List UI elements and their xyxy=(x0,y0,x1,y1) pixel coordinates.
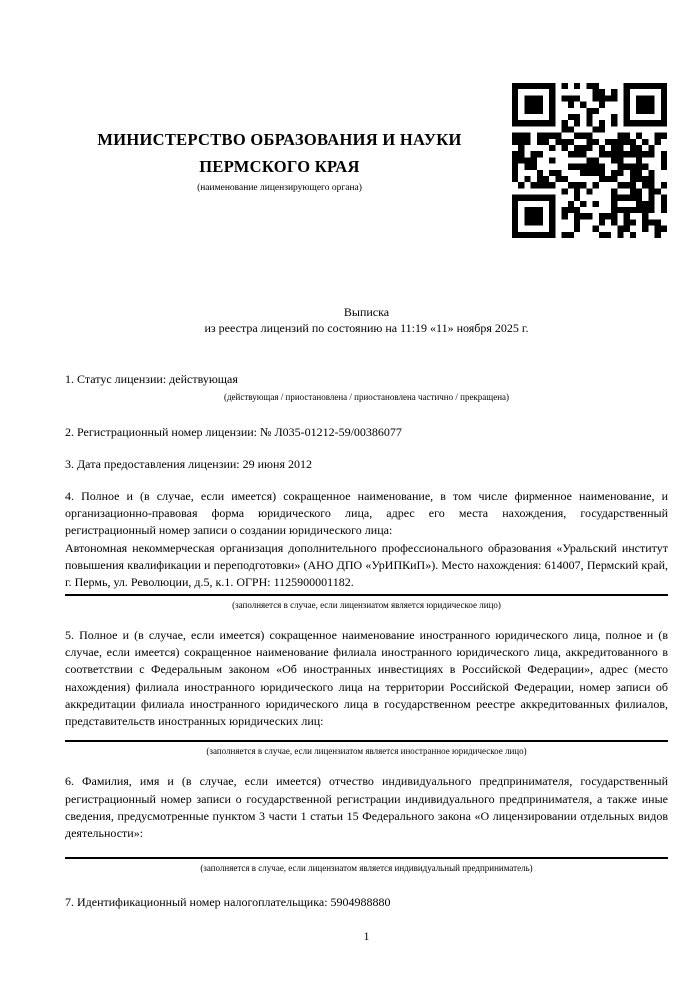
item-5-note: (заполняется в случае, если лицензиатом является иностранное юридическое лицо) xyxy=(206,746,527,757)
item-5-text: 5. Полное и (в случае, если имеется) сокращенное наименование иностранного юридического лица, полное и (в случае, если имеется) сокращенное наименование филиала иностранного юридического лица, аккредитованного в соответствии с Федеральным законом «Об иностранных инвестициях в Российской Федерации», адрес (место нахождения) филиала иностранного юридического лица на территории Российской Федерации, номер записи об аккредитации филиала иностранного юридического лица в государственном реестре аккредитованных филиалов, представительств иностранных юридических лиц: xyxy=(65,627,668,729)
item-4-value: Автономная некоммерческая организация дополнительного профессионального образования «Уральский институт повышения квалификации и переподготовки» (АНО ДПО «УрИПКиП»). Место нахождения: 614007, Пермский край, г. Пермь, ул. Революции, д.5, к.1. ОГРН: 1125900001182. xyxy=(65,540,668,590)
item-4-legal-entity xyxy=(65,488,668,611)
ministry-subtitle: (наименование лицензирующего органа) xyxy=(197,183,362,193)
ministry-name-line2: ПЕРМСКОГО КРАЯ xyxy=(199,157,360,176)
extract-title: Выписка xyxy=(343,305,390,319)
item-2-registration-number xyxy=(65,424,668,441)
fill-line xyxy=(65,857,668,859)
qr-code xyxy=(512,83,667,238)
item-1-text: 1. Статус лицензии: действующая xyxy=(65,372,238,386)
qr-code-image xyxy=(512,83,667,238)
item-5-foreign-entity xyxy=(65,627,668,758)
extract-subtitle: из реестра лицензий по состоянию на 11:19 «11» ноября 2025 г. xyxy=(204,320,529,335)
item-6-note: (заполняется в случае, если лицензиатом является индивидуальный предприниматель) xyxy=(200,862,533,873)
ministry-name-line1: МИНИСТЕРСТВО ОБРАЗОВАНИЯ И НАУКИ xyxy=(97,130,462,149)
fill-line xyxy=(65,594,668,596)
item-1-license-status xyxy=(65,371,668,403)
extract-title-block xyxy=(65,305,668,336)
item-1-note: (действующая / приостановлена / приостановлена частично / прекращена) xyxy=(223,392,510,403)
item-2-text: 2. Регистрационный номер лицензии: № Л035-01212-59/00386077 xyxy=(65,425,402,440)
ministry-header xyxy=(65,126,512,195)
fill-line xyxy=(65,740,668,742)
item-3-license-date xyxy=(65,456,668,473)
item-4-text: 4. Полное и (в случае, если имеется) сокращенное наименование, в том числе фирменное наименование, и организационно-правовая форма юридического лица, адрес его места нахождения, государственный регистрационный номер записи о создании юридического лица: xyxy=(65,488,668,538)
item-4-note: (заполняется в случае, если лицензиатом является юридическое лицо) xyxy=(232,599,501,610)
item-7-text: 7. Идентификационный номер налогоплательщика: 5904988880 xyxy=(65,894,391,909)
item-6-individual-entrepreneur xyxy=(65,773,668,873)
item-3-text: 3. Дата предоставления лицензии: 29 июня 2012 xyxy=(65,456,312,471)
page-number: 1 xyxy=(363,930,370,943)
document-header xyxy=(65,83,667,238)
item-7-taxpayer-number xyxy=(65,894,668,911)
document-body xyxy=(0,305,700,946)
item-6-text: 6. Фамилия, имя и (в случае, если имеется) отчество индивидуального предпринимателя, государственный регистрационный номер записи о государственной регистрации индивидуального предпринимателя, а также иные сведения, предусмотренные пунктом 3 части 1 статьи 15 Федерального закона «О лицензировании отдельных видов деятельности»: xyxy=(65,774,668,841)
